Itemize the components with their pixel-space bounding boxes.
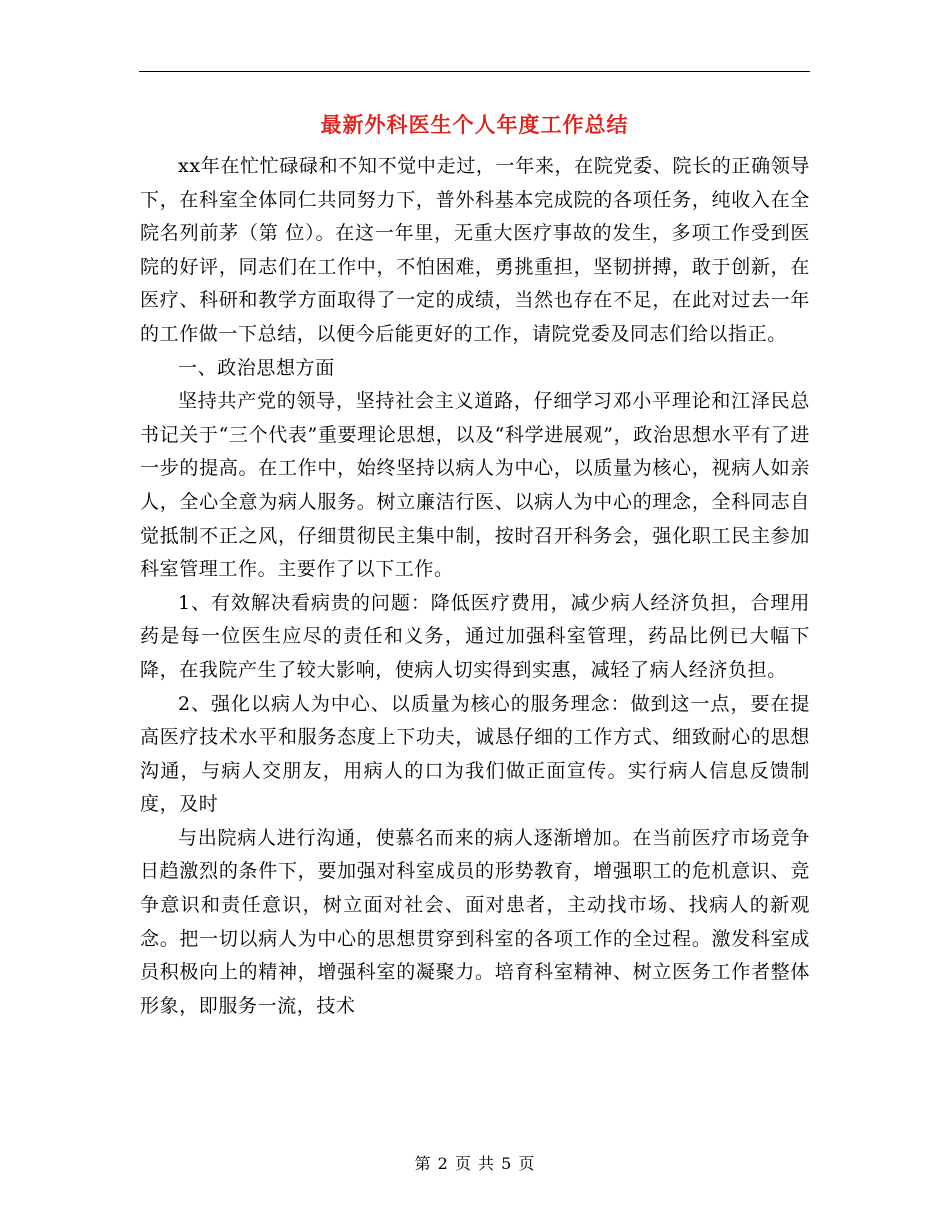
page-number: 第 2 页 共 5 页: [414, 1154, 536, 1173]
document-title: 最新外科医生个人年度工作总结: [320, 112, 629, 137]
paragraph-intro: xx年在忙忙碌碌和不知不觉中走过，一年来，在院党委、院长的正确领导下，在科室全体同仁共同努力下，普外科基本完成院的各项任务，纯收入在全院名列前茅（第 位）。在这一年里，无重大医疗事故的发生，多项工作受到医院的好评，同志们在工作中，不怕困难，勇挑重担，坚韧拼搏，敢于创新，在医疗、科研和教学方面取得了一定的成绩，当然也存在不足，在此对过去一年的工作做一下总结，以便今后能更好的工作，请院党委及同志们给以指正。: [140, 155, 810, 345]
header-rule: [139, 71, 810, 72]
section-heading-political: 一、政治思想方面: [178, 356, 335, 379]
document-body: [140, 150, 810, 1023]
paragraph-item-2: 2、强化以病人为中心、以质量为核心的服务理念：做到这一点，要在提高医疗技术水平和服务态度上下功夫，诚恳仔细的工作方式、细致耐心的思想沟通，与病人交朋友，用病人的口为我们做正面宣传。实行病人信息反馈制度，及时: [140, 692, 810, 816]
paragraph-political: 坚持共产党的领导，坚持社会主义道路，仔细学习邓小平理论和江泽民总书记关于“三个代表”重要理论思想，以及“科学进展观”，政治思想水平有了进一步的提高。在工作中，始终坚持以病人为中心，以质量为核心，视病人如亲人，全心全意为病人服务。树立廉洁行医、以病人为中心的理念，全科同志自觉抵制不正之风，仔细贯彻民主集中制，按时召开科务会，强化职工民主参加科室管理工作。主要作了以下工作。: [140, 390, 810, 581]
paragraph-item-1: 1、有效解决看病贵的问题：降低医疗费用，减少病人经济负担，合理用药是每一位医生应尽的责任和义务，通过加强科室管理，药品比例已大幅下降，在我院产生了较大影响，使病人切实得到实惠，减轻了病人经济负担。: [140, 591, 810, 681]
paragraph-continued: 与出院病人进行沟通，使慕名而来的病人逐渐增加。在当前医疗市场竞争日趋激烈的条件下，要加强对科室成员的形势教育，增强职工的危机意识、竞争意识和责任意识，树立面对社会、面对患者，主动找市场、找病人的新观念。把一切以病人为中心的思想贯穿到科室的各项工作的全过程。激发科室成员积极向上的精神，增强科室的凝聚力。培育科室精神、树立医务工作者整体形象，即服务一流，技术: [140, 826, 810, 1017]
